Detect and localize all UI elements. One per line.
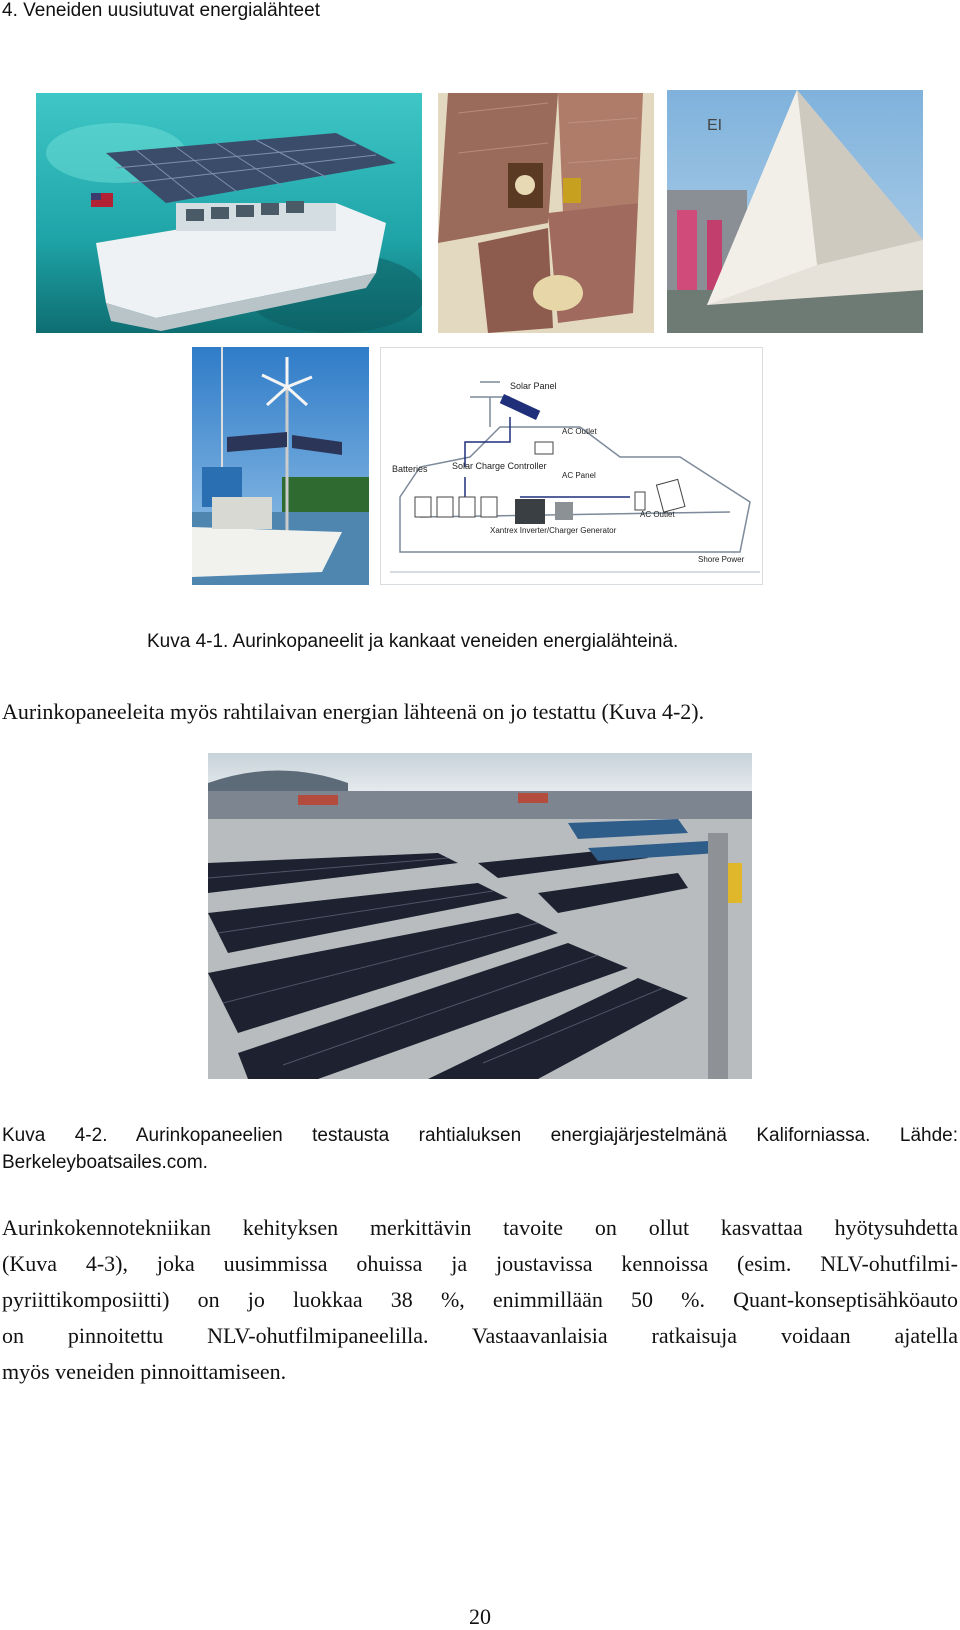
boat-solar-system-diagram <box>380 347 763 585</box>
paragraph-1: Aurinkopaneeleita myös rahtilaivan energian lähteenä on jo testattu (Kuva 4-2). <box>2 699 705 724</box>
solar-boat-photo <box>36 93 422 333</box>
diagram-label-ac-outlet-top: AC Outlet <box>562 427 597 436</box>
diagram-label-ac-outlet-bottom: AC Outlet <box>640 510 675 519</box>
sail-canopy-photo <box>667 90 923 333</box>
paragraph-2-line-4: on pinnoitettu NLV-ohutfilmipaneelilla. Vastaavanlaisia ratkaisuja voidaan ajatella <box>2 1323 958 1348</box>
paragraph-2-line-2: (Kuva 4-3), joka uusimmissa ohuissa ja joustavissa kennoissa (esim. NLV-ohutfilmi- <box>2 1251 958 1276</box>
diagram-label-solar-charge-controller: Solar Charge Controller <box>452 461 547 471</box>
svg-text:EI: EI <box>707 117 723 134</box>
cargo-ship-solar-panels-photo <box>208 753 752 1079</box>
page-number: 20 <box>469 1604 491 1629</box>
section-header: 4. Veneiden uusiutuvat energialähteet <box>2 0 320 21</box>
flexible-solar-fabric-photo <box>438 93 654 333</box>
paragraph-2-line-5: myös veneiden pinnoittamiseen. <box>2 1359 287 1384</box>
paragraph-2-line-3: pyriittikomposiitti) on jo luokkaa 38 %, enimmillään 50 %. Quant-konseptisähköauto <box>2 1287 958 1312</box>
figure-1-caption: Kuva 4-1. Aurinkopaneelit ja kankaat veneiden energialähteinä. <box>147 631 679 652</box>
sailboat-wind-turbine-photo <box>192 347 369 585</box>
figure-2-caption-line-1: Kuva 4-2. Aurinkopaneelien testausta rahtialuksen energiajärjestelmänä Kaliforniassa. Lähde: <box>2 1125 958 1146</box>
diagram-label-solar-panel: Solar Panel <box>510 381 557 391</box>
paragraph-2-line-1: Aurinkokennotekniikan kehityksen merkittävin tavoite on ollut kasvattaa hyötysuhdetta <box>2 1215 958 1240</box>
diagram-label-batteries: Batteries <box>392 464 428 474</box>
diagram-label-ac-panel: AC Panel <box>562 471 596 480</box>
diagram-label-shore-power: Shore Power <box>698 555 745 564</box>
figure-2-caption-line-2: Berkeleyboatsailes.com. <box>2 1152 208 1173</box>
diagram-label-inverter-generator: Xantrex Inverter/Charger Generator <box>490 526 617 535</box>
